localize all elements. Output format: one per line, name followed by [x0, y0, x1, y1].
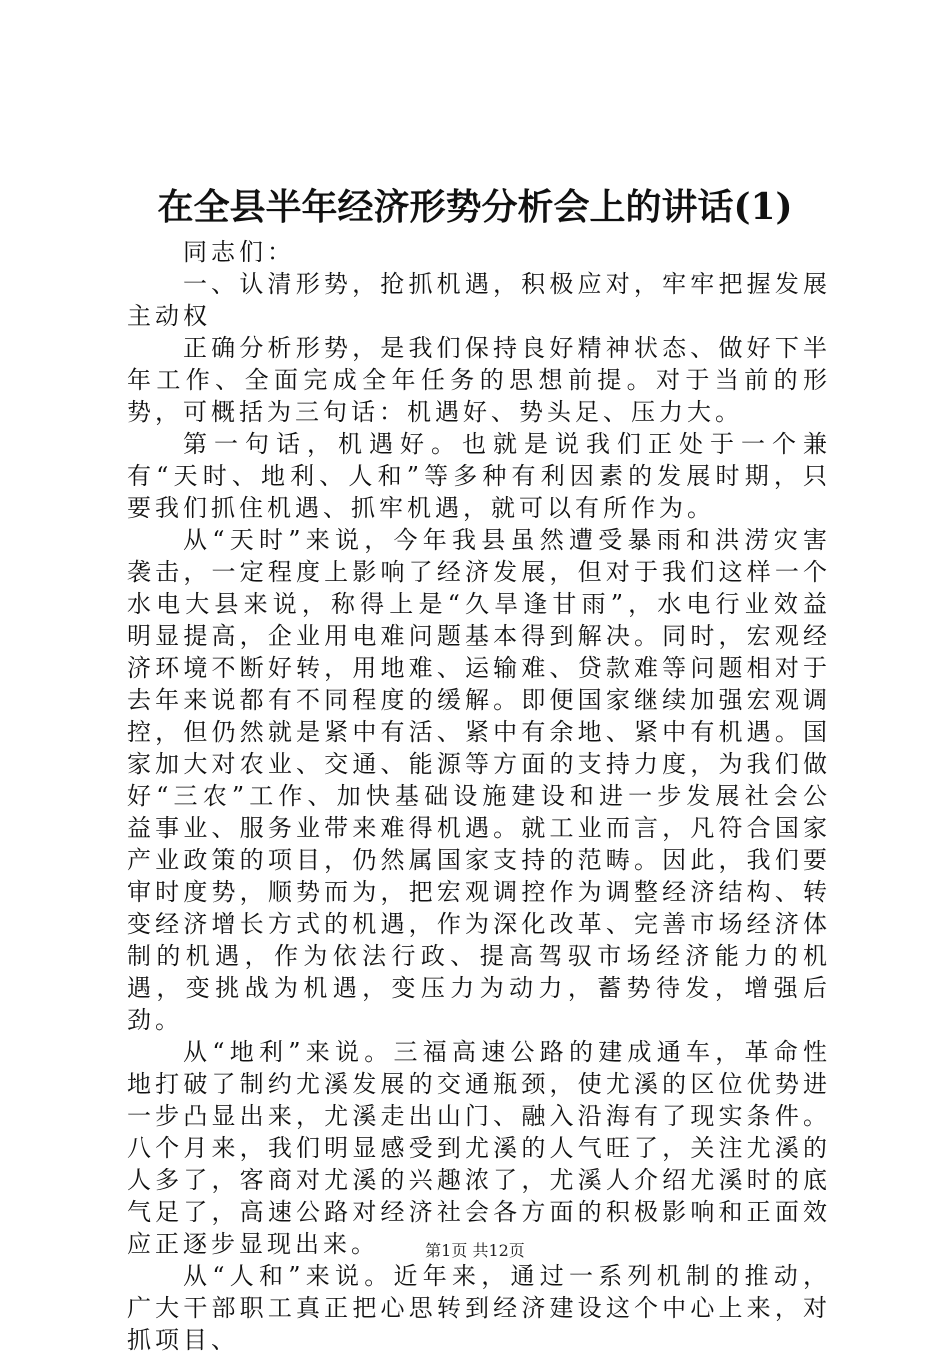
document-title: 在全县半年经济形势分析会上的讲话(1) [157, 186, 793, 228]
paragraph: 从“地利”来说。三福高速公路的建成通车，革命性地打破了制约尤溪发展的交通瓶颈，使尤溪的区位优势进一步凸显出来，尤溪走出山门、融入沿海有了现实条件。八个月来，我们明显感受到尤溪的人气旺了，关注尤溪的人多了，客商对尤溪的兴趣浓了，尤溪人介绍尤溪时的底气足了，高速公路对经济社会各方面的积极影响和正面效应正逐步显现出来。 [127, 1038, 831, 1258]
document-body [127, 236, 831, 1356]
paragraph-salutation: 同志们： [183, 238, 295, 266]
paragraph: 从“天时”来说，今年我县虽然遭受暴雨和洪涝灾害袭击，一定程度上影响了经济发展，但对于我们这样一个水电大县来说，称得上是“久旱逢甘雨”，水电行业效益明显提高，企业用电难问题基本得到解决。同时，宏观经济环境不断好转，用地难、运输难、贷款难等问题相对于去年来说都有不同程度的缓解。即便国家继续加强宏观调控，但仍然就是紧中有活、紧中有余地、紧中有机遇。国家加大对农业、交通、能源等方面的支持力度，为我们做好“三农”工作、加快基础设施建设和进一步发展社会公益事业、服务业带来难得机遇。就工业而言，凡符合国家产业政策的项目，仍然属国家支持的范畴。因此，我们要审时度势，顺势而为，把宏观调控作为调整经济结构、转变经济增长方式的机遇，作为深化改革、完善市场经济体制的机遇，作为依法行政、提高驾驭市场经济能力的机遇，变挑战为机遇，变压力为动力，蓄势待发，增强后劲。 [127, 526, 831, 1034]
paragraph-heading-1: 一、认清形势，抢抓机遇，积极应对，牢牢把握发展主动权 [127, 270, 831, 330]
paragraph: 从“人和”来说。近年来，通过一系列机制的推动，广大干部职工真正把心思转到经济建设这个中心上来，对抓项目、 [127, 1262, 831, 1354]
page-number-footer: 第1页 共12页 [425, 1241, 525, 1260]
paragraph: 第一句话，机遇好。也就是说我们正处于一个兼有“天时、地利、人和”等多种有利因素的发展时期，只要我们抓住机遇、抓牢机遇，就可以有所作为。 [127, 430, 831, 522]
paragraph: 正确分析形势，是我们保持良好精神状态、做好下半年工作、全面完成全年任务的思想前提。对于当前的形势，可概括为三句话：机遇好、势头足、压力大。 [127, 334, 831, 426]
